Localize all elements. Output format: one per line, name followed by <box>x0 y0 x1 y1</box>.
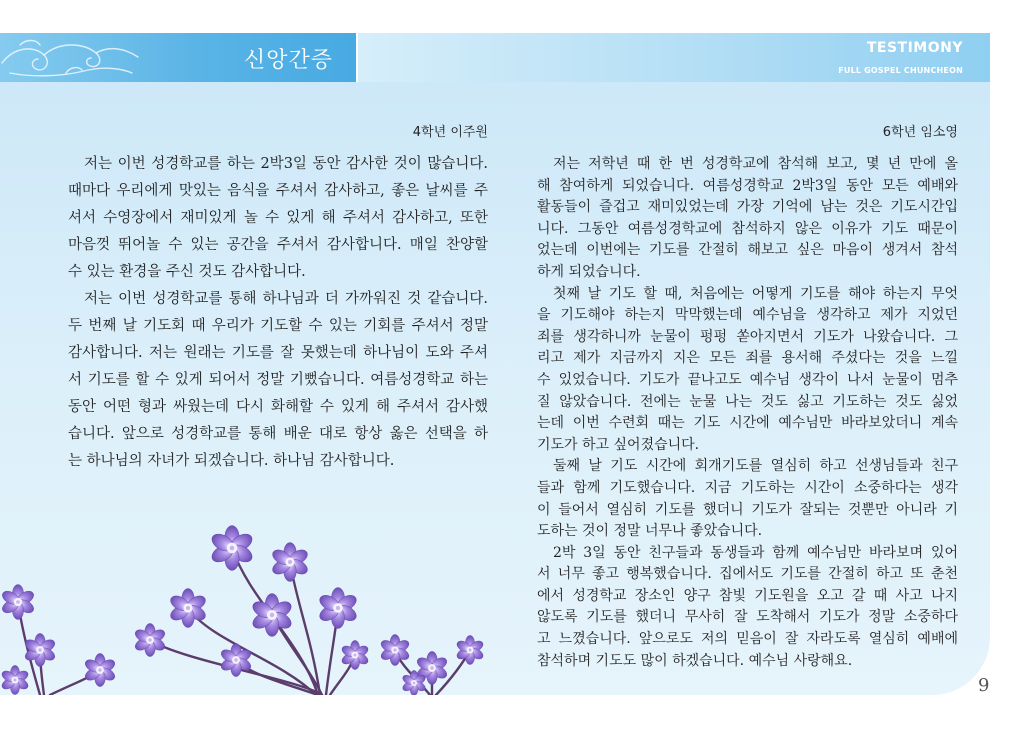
flower-icon <box>83 653 117 686</box>
text-line: 수 있었습니다. 기도가 끝나고도 예수님 생각이 나서 눈물이 멈추 <box>537 371 958 388</box>
flower-icon <box>270 543 310 582</box>
text-line: 는데 이번 수련회 때는 기도 시간에 예수님만 바라보았더니 계속 <box>537 415 958 432</box>
page-number: 9 <box>978 675 990 696</box>
flower-icon <box>133 623 167 656</box>
flower-icon <box>250 594 294 637</box>
text-line: 죄를 생각하니까 눈물이 펑펑 쏟아지면서 기도가 나왔습니다. 그 <box>537 328 958 345</box>
text-line: 서 너무 좋고 행복했습니다. 집에서도 기도를 간절히 하고 또 춘천 <box>537 566 958 583</box>
text-line: 었는데 이번에는 기도를 간절히 해보고 싶은 마음이 생겨서 참석 <box>537 242 958 259</box>
text-line: 도하는 것이 정말 너무나 좋았습니다. <box>537 523 763 540</box>
text-line: 동안 어떤 형과 싸웠는데 다시 화해할 수 있게 해 주셔서 감사했 <box>68 399 488 415</box>
text-line: 활동들이 즐겁고 재미있었는데 가장 기억에 남는 것은 기도시간입 <box>537 199 958 216</box>
section-title: 신앙간증 <box>244 48 334 73</box>
text-line: 수 있는 환경을 주신 것도 감사합니다. <box>68 264 306 280</box>
publisher-label: FULL GOSPEL CHUNCHEON <box>838 66 963 75</box>
flower-icon <box>0 584 36 619</box>
text-line: 마음껏 뛰어놀 수 있는 공간을 주셔서 감사합니다. 매일 찬양할 <box>68 237 488 253</box>
text-line: 셔서 수영장에서 재미있게 놀 수 있게 해 주셔서 감사하고, 또한 <box>68 210 488 226</box>
text-line: 때마다 우리에게 맛있는 음식을 주셔서 감사하고, 좋은 날씨를 주 <box>68 183 488 199</box>
text-line: 는 하나님의 자녀가 되겠습니다. 하나님 감사합니다. <box>68 453 395 469</box>
text-line: 저는 이번 성경학교를 하는 2박3일 동안 감사한 것이 많습니다. <box>84 156 488 172</box>
text-line: 둘째 날 기도 시간에 회개기도를 열심히 하고 선생님들과 친구 <box>553 458 958 475</box>
text-line: 2박 3일 동안 친구들과 동생들과 함께 예수님만 바라보며 있어 <box>553 544 958 561</box>
left-author: 4학년 이주원 <box>412 125 488 140</box>
left-testimony-text <box>68 151 488 475</box>
text-line: 리고 제가 지금까지 지은 모든 죄를 용서해 주셨다는 것을 느낄 <box>537 350 958 367</box>
text-line: 질 않았습니다. 전에는 눈물 나는 것도 싫고 기도하는 것도 싫었 <box>537 393 958 410</box>
text-line: 해 참여하게 되었습니다. 여름성경학교 2박3일 동안 모든 예배와 <box>537 177 958 194</box>
text-line: 서 기도를 할 수 있게 되어서 정말 기뻤습니다. 여름성경학교 하는 <box>68 372 488 388</box>
flower-icon <box>455 635 485 664</box>
text-line: 않도록 기도를 했더니 무사히 잘 도착해서 기도가 정말 소중하다 <box>537 609 958 626</box>
text-line: 에서 성경학교 장소인 양구 참빛 기도원을 오고 갈 때 사고 나지 <box>537 587 958 604</box>
section-label: TESTIMONY <box>866 40 963 56</box>
right-testimony-text <box>537 154 958 672</box>
swirl-ornament-icon <box>0 33 150 82</box>
text-line: 들과 함께 기도했습니다. 지금 기도하는 시간이 소중하다는 생각 <box>537 479 958 496</box>
text-line: 이 들어서 열심히 기도를 했더니 기도가 잘되는 것뿐만 아니라 기 <box>537 501 958 518</box>
flower-icon <box>340 640 370 669</box>
text-line: 고 느꼈습니다. 앞으로도 저의 믿음이 잘 자라도록 열심히 예배에 <box>537 631 958 648</box>
text-line: 기도가 하고 싶어졌습니다. <box>537 436 700 453</box>
flower-icon <box>209 526 255 571</box>
flower-icon <box>379 634 411 665</box>
flower-illustration <box>0 520 500 695</box>
text-line: 을 기도해야 하는지 막막했는데 예수님을 생각하고 제가 지었던 <box>537 307 958 324</box>
text-line: 습니다. 앞으로 성경학교를 통해 배운 대로 항상 옳은 선택을 하 <box>68 426 488 442</box>
flower-icon <box>317 588 359 629</box>
text-line: 참석하며 기도도 많이 하겠습니다. 예수님 사랑해요. <box>537 652 853 669</box>
text-line: 저는 이번 성경학교를 통해 하나님과 더 가까워진 것 같습니다. <box>84 291 488 307</box>
text-line: 하게 되었습니다. <box>537 263 641 280</box>
flower-icon <box>0 665 30 694</box>
text-line: 두 번째 날 기도회 때 우리가 기도할 수 있는 기회를 주셔서 정말 <box>68 318 488 334</box>
text-line: 저는 저학년 때 한 번 성경학교에 참석해 보고, 몇 년 만에 올 <box>553 156 958 172</box>
text-line: 첫째 날 기도 할 때, 처음에는 어떻게 기도를 해야 하는지 무엇 <box>553 285 958 302</box>
text-line: 감사합니다. 저는 원래는 기도를 잘 못했는데 하나님이 도와 주셔 <box>68 345 488 361</box>
right-author: 6학년 임소영 <box>882 125 958 140</box>
flower-stems <box>18 548 470 695</box>
text-line: 니다. 그동안 여름성경학교에 참석하지 않은 이유가 기도 때문이 <box>537 220 958 237</box>
